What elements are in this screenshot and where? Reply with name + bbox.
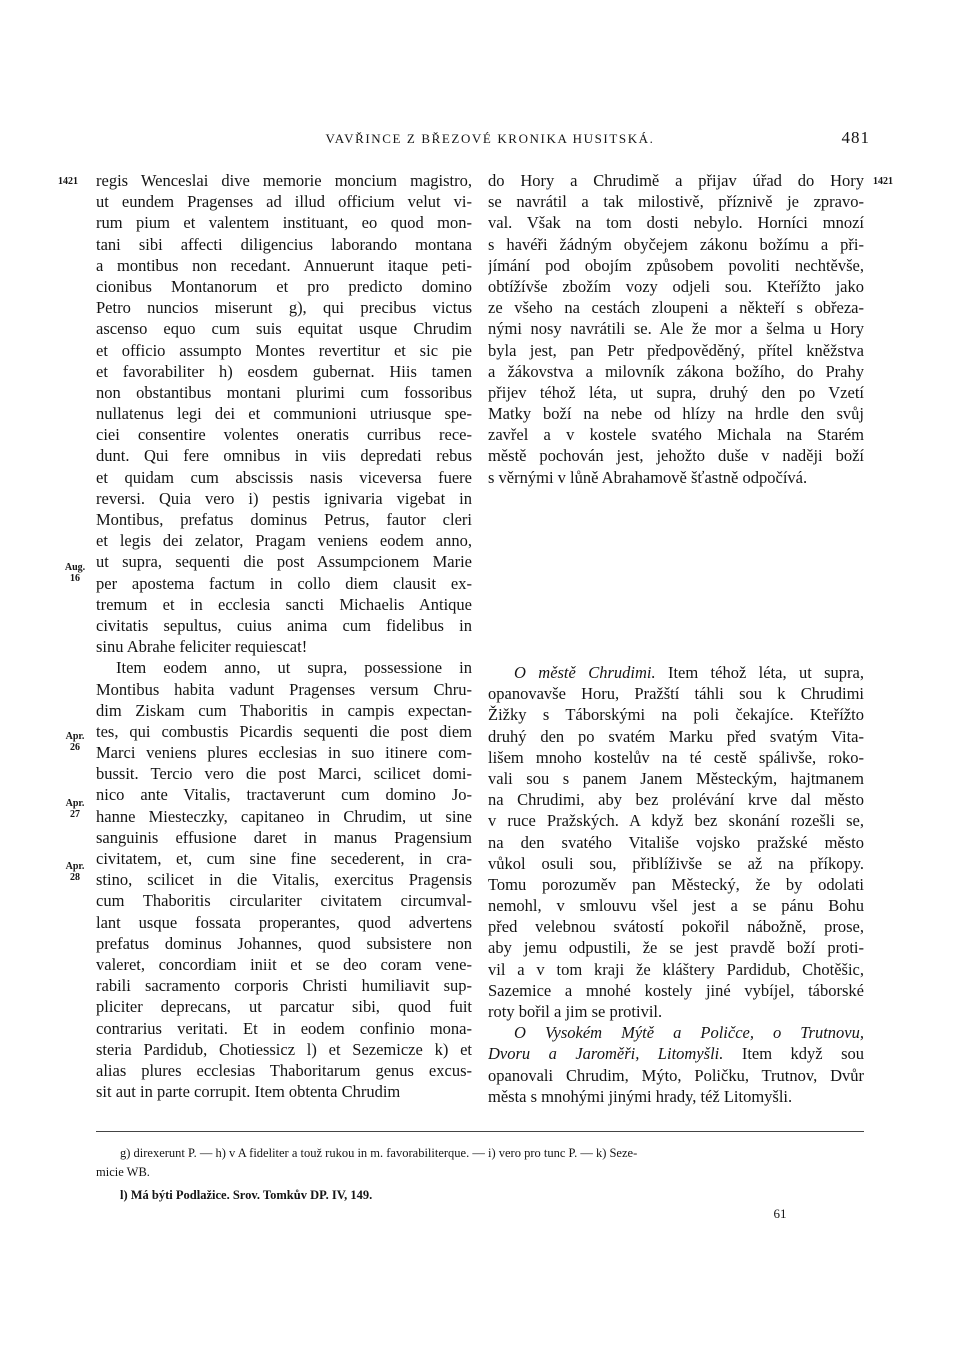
text-line: v ruce Pražských. A když bez skonání rozešli se, xyxy=(488,811,864,831)
text-line: pliciter deprecans, ut parcatur sibi, quod fuit xyxy=(96,997,472,1017)
text-line: lišem mnoho kostelův na té cestě spálivše, roko- xyxy=(488,747,864,767)
text-line: vil a v tom kraji že kláštery Pardidub, Chotěšic, xyxy=(488,959,864,979)
text-line: roty bořil a jim se protivil. xyxy=(488,1002,663,1021)
text-line: sanguinis effusione daret in manus Pragensium xyxy=(96,827,472,847)
czech-column-lower xyxy=(488,662,864,1107)
latin-column xyxy=(96,170,472,1102)
section-heading-line xyxy=(488,662,864,683)
margin-year-right: 1421 xyxy=(873,176,893,187)
margin-note-day: 16 xyxy=(70,573,80,584)
text-line: přijev téhož léta, ut supra, druhý den po Vzetí xyxy=(488,382,864,402)
margin-date-note xyxy=(60,731,90,753)
margin-date-note xyxy=(60,861,90,883)
text-line: cum Thaboritis circulariter civitatem circumval- xyxy=(96,891,472,911)
text-line: s havéři žádným obyčejem zákonu božímu a při- xyxy=(488,234,864,254)
text-line: aby jemu odpustili, že se jest pravdě boží proti- xyxy=(488,938,864,958)
text-line-rest: Item když sou xyxy=(741,1044,864,1064)
text-line: steria Pardidub, Chotiessicz l) et Sezemicze k) et xyxy=(96,1039,472,1059)
text-line: zavřel a v kostele svatého Michala na Starém xyxy=(488,425,864,445)
text-line: Item eodem anno, ut supra, possessione in xyxy=(116,658,472,678)
text-line: Sazemice a mnohé kostely jiné vybíjel, táborské xyxy=(488,980,864,1000)
text-line: et officio assumpto Montes revertitur et sic pie xyxy=(96,340,472,360)
text-line: před velebnou svátostí pokořil nábožně, prose, xyxy=(488,917,864,937)
text-line: valeret, concordiam iniit et se deo coram vene- xyxy=(96,954,472,974)
paragraph-chrudim xyxy=(488,683,864,1022)
text-line: Montibus, prefatus dominus Petrus, fautor cleri xyxy=(96,510,472,529)
text-line: ciei consentire volentes oneratis curribus rece- xyxy=(96,425,472,445)
margin-date-note xyxy=(60,798,90,820)
text-line: byla jest, pan Petr předpověděný, přítel kněžstva xyxy=(488,340,864,360)
text-line: a žákovstva a milovník zákona božího, do Prahy xyxy=(488,361,864,381)
text-line: hanne Miesteczky, capitaneo in Chrudim, ut sine xyxy=(96,806,472,826)
margin-note-month: Apr. xyxy=(65,861,85,872)
running-title: VAVŘINCE Z BŘEZOVÉ KRONIKA HUSITSKÁ. xyxy=(325,131,655,146)
text-line: nico ante Vitalis, tractaverunt cum domino Jo- xyxy=(96,785,472,805)
text-line: Matky boží na nebe od hlízy na hrdle den svůj xyxy=(488,404,864,424)
text-line: tremum et in ecclesia sancti Michaelis Antique xyxy=(96,594,472,614)
czech-column xyxy=(488,170,864,488)
margin-note-day: 27 xyxy=(70,809,80,820)
text-line: sit aut in parte corrupit. Item obtenta Chrudim xyxy=(96,1082,401,1102)
margin-year-left: 1421 xyxy=(58,176,78,187)
text-line: nullatenus legi dei et communioni utriusque spe- xyxy=(96,404,472,424)
footnote-editorial-text: l) Má býti Podlažice. Srov. Tomkův DP. IV, 149. xyxy=(120,1188,373,1202)
text-line: regis Wenceslai dive memorie moncium magistro, xyxy=(96,171,472,190)
text-line: et legis dei zelator, Pragam veniens eodem anno, xyxy=(96,531,472,551)
text-line: bussit. Tercio vero die post Marci, scilicet domi- xyxy=(96,764,472,784)
footnote-line: g) direxerunt P. — h) v A fideliter a touž rukou in m. favorabiliterque. — i) vero pro tunc P. — k) Seze- xyxy=(120,1146,638,1160)
text-line: et favorabiliter h) eosdem gubernat. Hiis tamen xyxy=(96,361,472,381)
section-heading-line xyxy=(488,1022,864,1043)
text-line: ze všeho na cestách zloupeni a někteří s obřeza- xyxy=(488,298,864,318)
margin-note-day: 28 xyxy=(70,872,80,883)
section-heading-vysoke-myto: O Vysokém Mýtě a Poličce, o Trutnovu, xyxy=(514,1023,864,1043)
text-line: tani sibi affecti diligencius laborando montana xyxy=(96,234,472,254)
margin-note-month: Apr. xyxy=(65,798,85,809)
section-heading-line xyxy=(488,1043,864,1064)
text-line: lant usque fossata properantes, quod advertens xyxy=(96,912,472,932)
text-line: ascenso equo cum suis equitat usque Chrudim xyxy=(96,319,472,339)
text-line: cionibus Montanorum et pro predicto domino xyxy=(96,276,472,296)
signature-number: 61 xyxy=(773,1206,787,1221)
section-heading-chrudim: O městě Chrudimi. xyxy=(514,663,656,682)
text-line: se navrátil a tak milostivě, příznivě je zpravo- xyxy=(488,192,864,212)
text-line: na den svatého Vitališe vojsko pražské město xyxy=(488,832,864,852)
text-line: do Hory a Chrudimě a přijav úřad do Hory xyxy=(488,171,864,190)
margin-date-note xyxy=(60,562,90,584)
text-line: vali sou s panem Janem Městeckým, hajtmanem xyxy=(488,768,864,788)
text-line: et quidam cum abscissis nasis viceversa fuere xyxy=(96,467,472,487)
margin-note-day: 26 xyxy=(70,742,80,753)
text-line: Marci veniens plures ecclesias in suo itinere com- xyxy=(96,743,472,763)
text-line: druhý den po svatém Marku před svatým Vita- xyxy=(488,726,864,746)
margin-note-month: Aug. xyxy=(64,562,86,573)
text-line: civitatis sepultus, cuius anima cum fidelibus in xyxy=(96,615,472,635)
margin-note-month: Apr. xyxy=(65,731,85,742)
text-line: nemohl, v smlouvu všel jest a se pánu Bohu xyxy=(488,896,864,916)
text-line: ut eundem Pragenses ad illud officium velut vi- xyxy=(96,192,472,212)
text-line: val. Však na tom dosti nebylo. Horníci mnozí xyxy=(488,213,864,233)
text-line: Montibus habita vadunt Pragenses versum Chru- xyxy=(96,679,472,699)
text-line: prefatus dominus Johannes, quod subsistere non xyxy=(96,933,472,953)
footnote-line: micie WB. xyxy=(96,1165,150,1179)
page-number: 481 xyxy=(841,128,870,147)
text-line: rum pium et valentem instituant, eo quod mon- xyxy=(96,213,472,233)
text-line: obtížívše zbožím vozy odjeli sou. Kteřížto jako xyxy=(488,276,864,296)
text-line: rabili sacramento corporis Christi humiliavit sup- xyxy=(96,976,472,996)
text-line: dunt. Qui fere omnibus in viis depredati rebus xyxy=(96,446,472,466)
text-line: dim Ziskam cum Thaboritis in campis expectan- xyxy=(96,700,472,720)
text-line: civitatem, et, cum sine fine secederent, in cra- xyxy=(96,849,472,868)
text-line: městě pochován jest, jehožto duše v naději boží xyxy=(488,446,864,466)
text-line: ut supra, sequenti die post Assumpcionem Marie xyxy=(96,552,472,572)
text-line: Žižky s Táborskými na poli čekajíce. Kteřížto xyxy=(488,705,864,725)
footnote-editorial xyxy=(120,1186,372,1205)
text-line: Tomu porozuměv pan Městecký, že by odolati xyxy=(488,874,864,894)
text-line: tes, qui combustis Picardis sequenti die post diem xyxy=(96,721,472,741)
paragraph-vysoke-myto xyxy=(488,1065,864,1107)
text-line: na Chrudimi, aby bez prolévání krve dal město xyxy=(488,790,864,810)
text-line: per apostema factum in collo diem clausit ex- xyxy=(96,573,472,593)
text-line: contrarius veritati. Et in eodem confinio mona- xyxy=(96,1018,472,1038)
text-line: stino, scilicet in die Vitalis, exercitus Pragensis xyxy=(96,870,472,890)
text-line: reversi. Quia vero i) pestis ignivaria vigebat in xyxy=(96,488,472,508)
section-heading-dvur: Dvoru a Jaroměři, Litomyšli. xyxy=(488,1044,724,1064)
text-line: města s mnohými jinými hrady, též Litomyšli. xyxy=(488,1086,793,1106)
text-line: alias plures ecclesias Thaboritarum genus excus- xyxy=(96,1060,472,1080)
text-line: nými nosy navrátili se. Ale že mor a šelma u Hory xyxy=(488,319,864,339)
text-line-rest: Item téhož léta, ut supra, xyxy=(667,663,864,682)
text-line: a montibus non recedant. Annuerunt itaque peti- xyxy=(96,255,472,275)
text-line: opanovali Chrudim, Mýto, Poličku, Trutnov, Dvůr xyxy=(488,1065,864,1085)
text-line: opanovavše Horu, Pražští táhli sou k Chrudimi xyxy=(488,684,864,704)
text-line: jímání pod obojím způsobem povoliti nechtěvše, xyxy=(488,255,864,275)
text-line: sinu Abrahe feliciter requiescat! xyxy=(96,637,308,657)
footnote-rule xyxy=(96,1131,864,1132)
text-line: Petro nuncios miserunt g), qui precibus victus xyxy=(96,298,472,318)
text-line: s věrnými v lůně Abrahamově šťastně odpočívá. xyxy=(488,467,808,487)
text-line: vůkol osuli sou, přiblíživše se až na příkopy. xyxy=(488,853,864,873)
text-line: non obstantibus montani plurimi cum fossoribus xyxy=(96,382,472,402)
